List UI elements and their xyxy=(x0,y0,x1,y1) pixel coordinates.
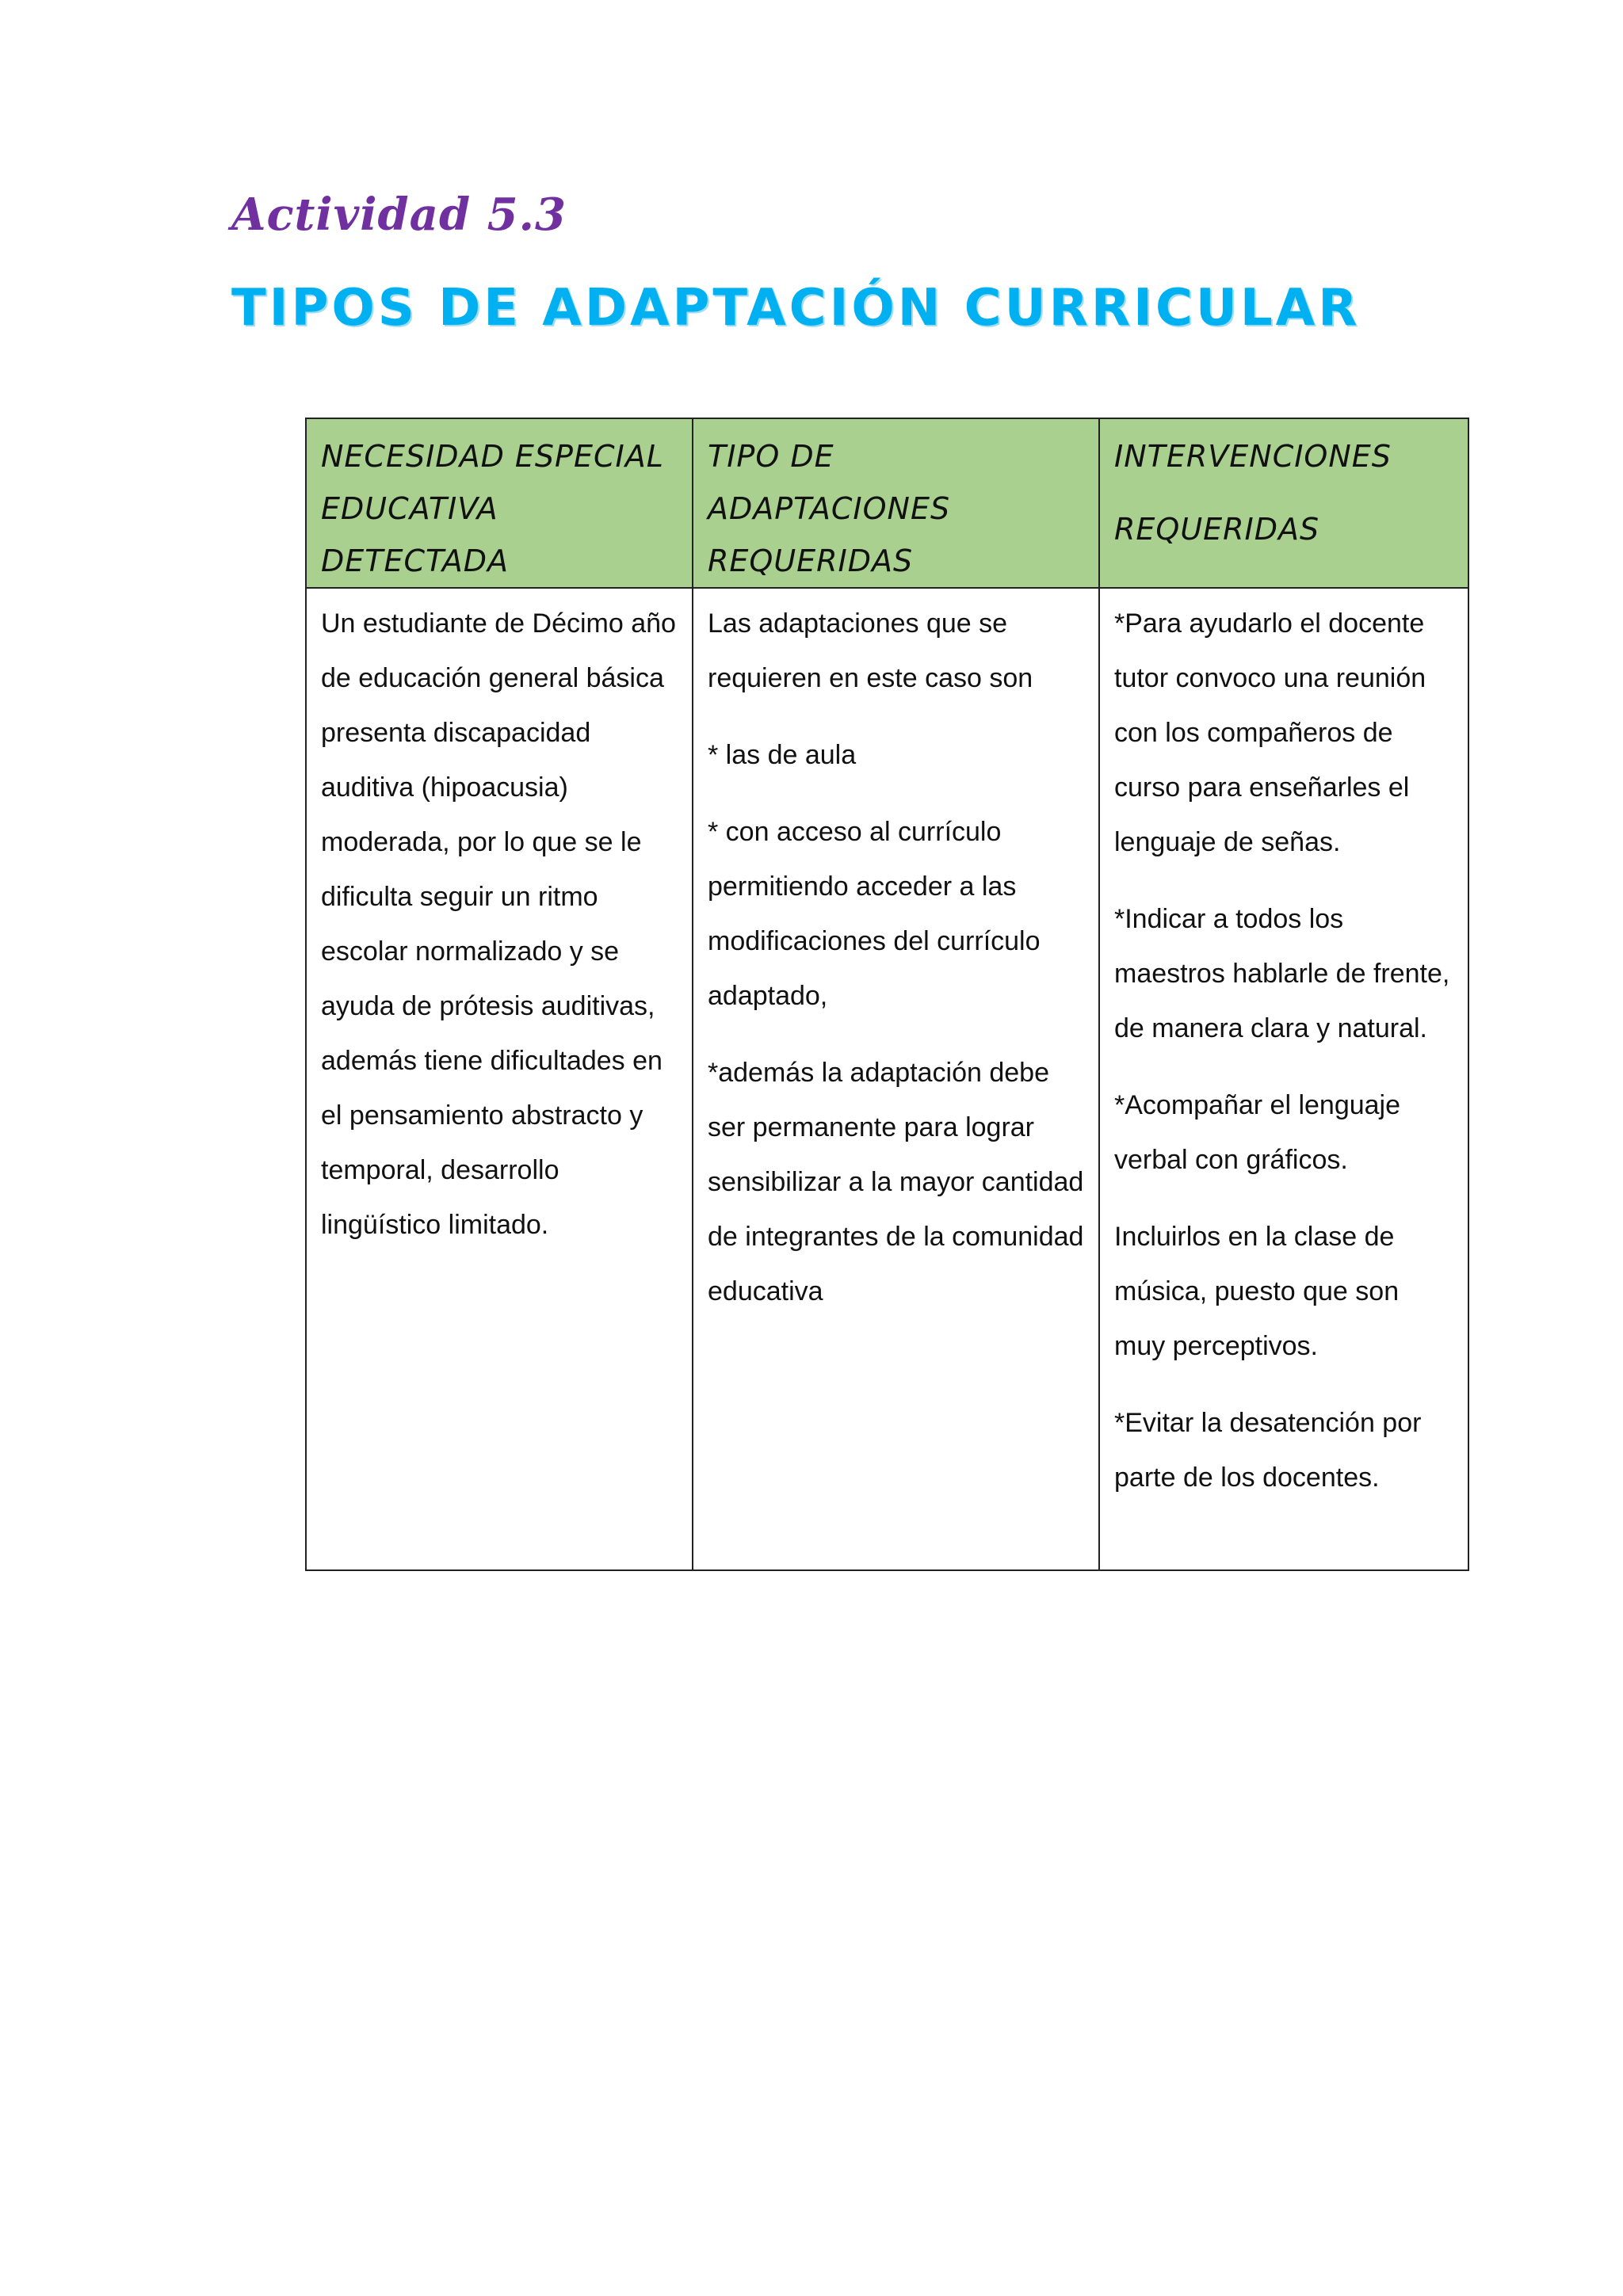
header-line: EDUCATIVA DETECTADA xyxy=(321,491,509,578)
cell-paragraph: Las adaptaciones que se requieren en este caso son xyxy=(708,608,1033,693)
cell-necesidad xyxy=(306,588,693,1570)
cell-paragraph: *Indicar a todos los maestros hablarle de frente, de manera clara y natural. xyxy=(1114,904,1450,1043)
header-tipo xyxy=(693,418,1099,588)
cell-paragraph: * las de aula xyxy=(708,740,857,770)
header-necesidad xyxy=(306,418,693,588)
header-line: NECESIDAD ESPECIAL xyxy=(321,439,664,474)
header-line: REQUERIDAS xyxy=(1114,512,1320,547)
cell-paragraph: *además la adaptación debe ser permanente para lograr sensibilizar a la mayor cantidad de integrantes de la comunidad educativa xyxy=(708,1058,1084,1306)
header-line: REQUERIDAS xyxy=(708,543,914,578)
cell-paragraph: * con acceso al currículo permitiendo acceder a las modificaciones del currículo adaptado, xyxy=(708,817,1041,1011)
table-header-row xyxy=(306,418,1468,588)
cell-tipo xyxy=(693,588,1099,1570)
cell-paragraph: *Evitar la desatención por parte de los docentes. xyxy=(1114,1408,1422,1493)
cell-intervenciones xyxy=(1099,588,1468,1570)
cell-paragraph: *Para ayudarlo el docente tutor convoco una reunión con los compañeros de curso para enseñarles el lenguaje de señas. xyxy=(1114,608,1426,857)
cell-paragraph: *Acompañar el lenguaje verbal con gráficos. xyxy=(1114,1090,1401,1175)
header-intervenciones xyxy=(1099,418,1468,588)
cell-paragraph: Incluirlos en la clase de música, puesto que son muy perceptivos. xyxy=(1114,1222,1400,1361)
table-row xyxy=(306,588,1468,1570)
cell-paragraph: Un estudiante de Décimo año de educación general básica presenta discapacidad auditiva (hipoacusia) moderada, por lo que se le dificulta seguir un ritmo escolar normalizado y se ayuda de prótesis auditivas, además tiene dificultades en el pensamiento abstracto y temporal, desarrollo lingüístico limitado. xyxy=(321,608,676,1240)
header-line: TIPO DE ADAPTACIONES xyxy=(708,439,951,526)
header-line: INTERVENCIONES xyxy=(1114,439,1392,474)
activity-subtitle: Actividad 5.3 xyxy=(231,189,567,241)
page-title: TIPOS DE ADAPTACIÓN CURRICULAR xyxy=(231,279,1361,338)
adaptations-table xyxy=(305,418,1469,1571)
